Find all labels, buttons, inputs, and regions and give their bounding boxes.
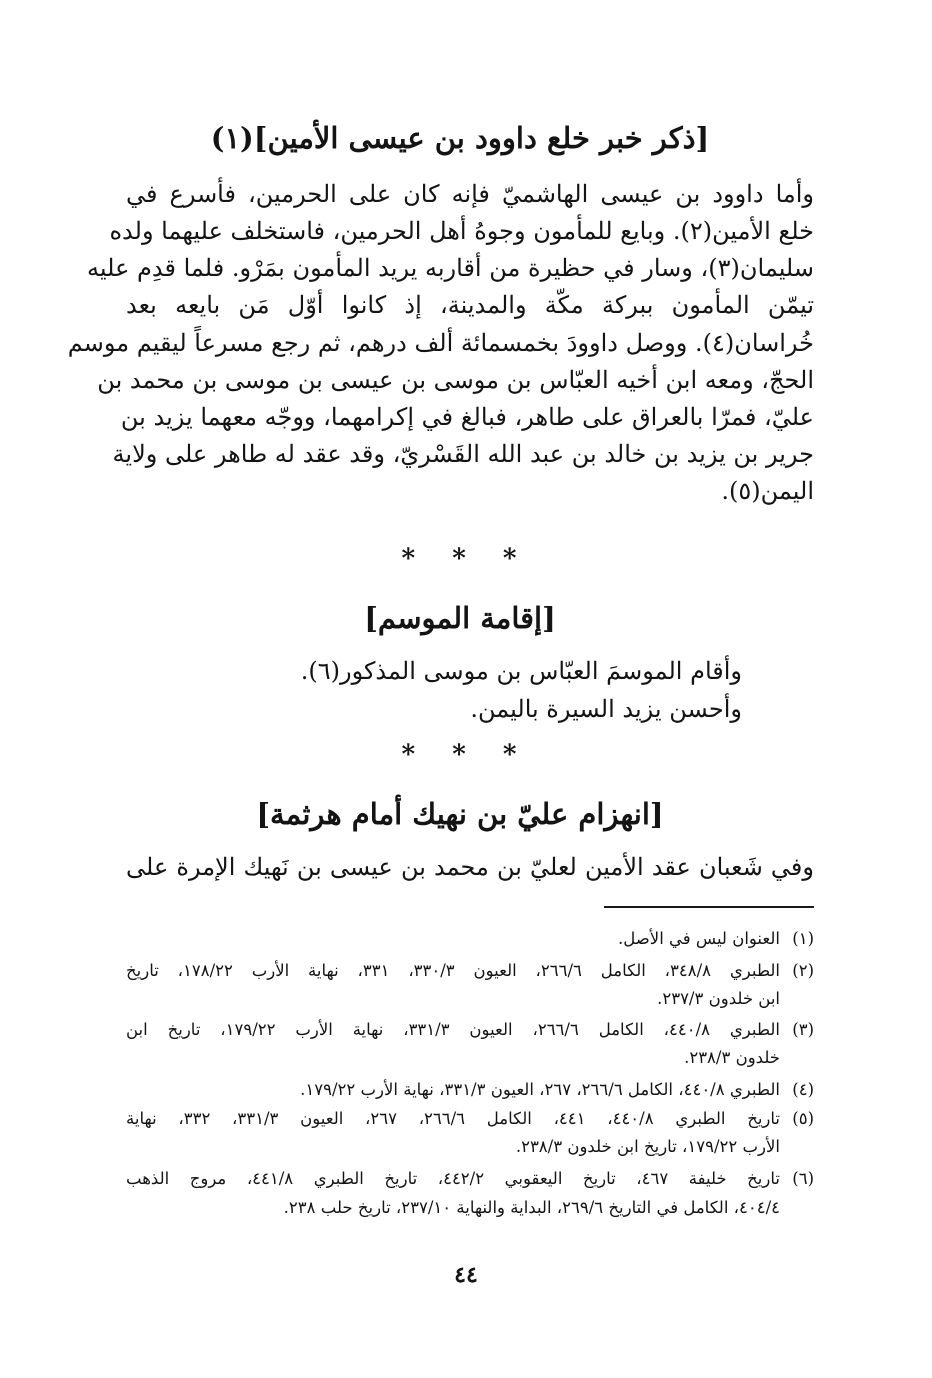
footnote-number: (٥) <box>792 1109 814 1128</box>
footnote-text: الطبري ٣٤٨/٨، الكامل ٢٦٦/٦، العيون ٣٣٠/٣، ٣٣١، نهاية الأرب ١٧٨/٢٢، تاريخ <box>126 961 780 980</box>
footnote-text: الطبري ٤٤٠/٨، الكامل ٢٦٦/٦، العيون ٣٣١/٣، نهاية الأرب ١٧٩/٢٢، تاريخ ابن <box>126 1020 781 1039</box>
para2-line-2: وأحسن يزيد السيرة باليمن. <box>470 695 742 723</box>
footnote-number: (٤) <box>792 1080 814 1099</box>
footnote-text: ٤٠٤/٤، الكامل في التاريخ ٢٦٩/٦، البداية والنهاية ٢٣٧/١٠، تاريخ حلب ٢٣٨. <box>283 1198 780 1217</box>
footnote-number: (٣) <box>792 1020 814 1039</box>
section-heading-inhizam: [انهزام عليّ بن نهيك أمام هرثمة] <box>256 797 664 831</box>
footnote-number: (٢) <box>792 961 814 980</box>
footnote-number: (١) <box>792 929 814 948</box>
para1-line-2: خلع الأمين(٢). وبايع للمأمون وجوهُ أهل الحرمين، فاستخلف عليهما ولده <box>109 217 814 245</box>
footnote-text: تاريخ الطبري ٤٤٠/٨، ٤٤١، الكامل ٢٦٦/٦، ٢٦٧، العيون ٣٣١/٣، ٣٣٢، نهاية <box>126 1109 781 1128</box>
para1-line-8: جرير بن يزيد بن خالد بن عبد الله القَسْريّ، وقد عقد له طاهر على ولاية <box>112 440 814 468</box>
para1-line-3: سليمان(٣)، وسار في حظيرة من أقاربه يريد المأمون بمَرْو. فلما قدِم عليه <box>87 254 814 282</box>
para1-line-7: عليّ، فمرّا بالعراق على طاهر، فبالغ في إكرامهما، ووجّه معهما يزيد بن <box>120 403 814 431</box>
para1-line-1: وأما داوود بن عيسى الهاشميّ فإنه كان على الحرمين، فأسرع في <box>126 180 814 208</box>
page-number: ٤٤ <box>454 1262 478 1288</box>
para1-line-9: اليمن(٥). <box>721 477 814 505</box>
para1-line-4: تيمّن المأمون ببركة مكّة والمدينة، إذ كانوا أوّل مَن بايعه بعد <box>126 291 814 319</box>
footnote-number: (٦) <box>792 1169 814 1188</box>
section-heading-dawud: [ذكر خبر خلع داوود بن عيسى الأمين](١) <box>210 121 710 155</box>
para3-line-1: وفي شَعبان عقد الأمين لعليّ بن محمد بن عيسى بن نَهيك الإمرة على <box>126 853 814 881</box>
footnote-text: الطبري ٤٤٠/٨، الكامل ٢٦٦/٦، ٢٦٧، العيون ٣٣١/٣، نهاية الأرب ١٧٩/٢٢. <box>300 1080 780 1099</box>
footnote-text: خلدون ٢٣٨/٣. <box>684 1048 780 1067</box>
para1-line-5: خُراسان(٤). ووصل داوودَ بخمسمائة ألف درهم، ثم رجع مسرعاً ليقيم موسم <box>67 329 814 357</box>
footnote-text: العنوان ليس في الأصل. <box>618 929 780 948</box>
footnote-text: الأرب ١٧٩/٢٢، تاريخ ابن خلدون ٢٣٨/٣. <box>515 1137 780 1156</box>
para1-line-6: الحجّ، ومعه ابن أخيه العبّاس بن موسى بن عيسى بن موسى بن محمد بن <box>97 366 814 394</box>
section-heading-mawsim: [إقامة الموسم] <box>364 601 556 635</box>
para2-line-1: وأقام الموسمَ العبّاس بن موسى المذكور(٦). <box>300 657 742 685</box>
section-separator-2: * * * <box>401 740 531 770</box>
footnote-divider <box>604 906 814 908</box>
section-separator-1: * * * <box>401 544 531 574</box>
footnote-text: تاريخ خليفة ٤٦٧، تاريخ اليعقوبي ٤٤٢/٢، تاريخ الطبري ٤٤١/٨، مروج الذهب <box>126 1169 780 1188</box>
footnote-text: ابن خلدون ٢٣٧/٣. <box>657 989 780 1008</box>
